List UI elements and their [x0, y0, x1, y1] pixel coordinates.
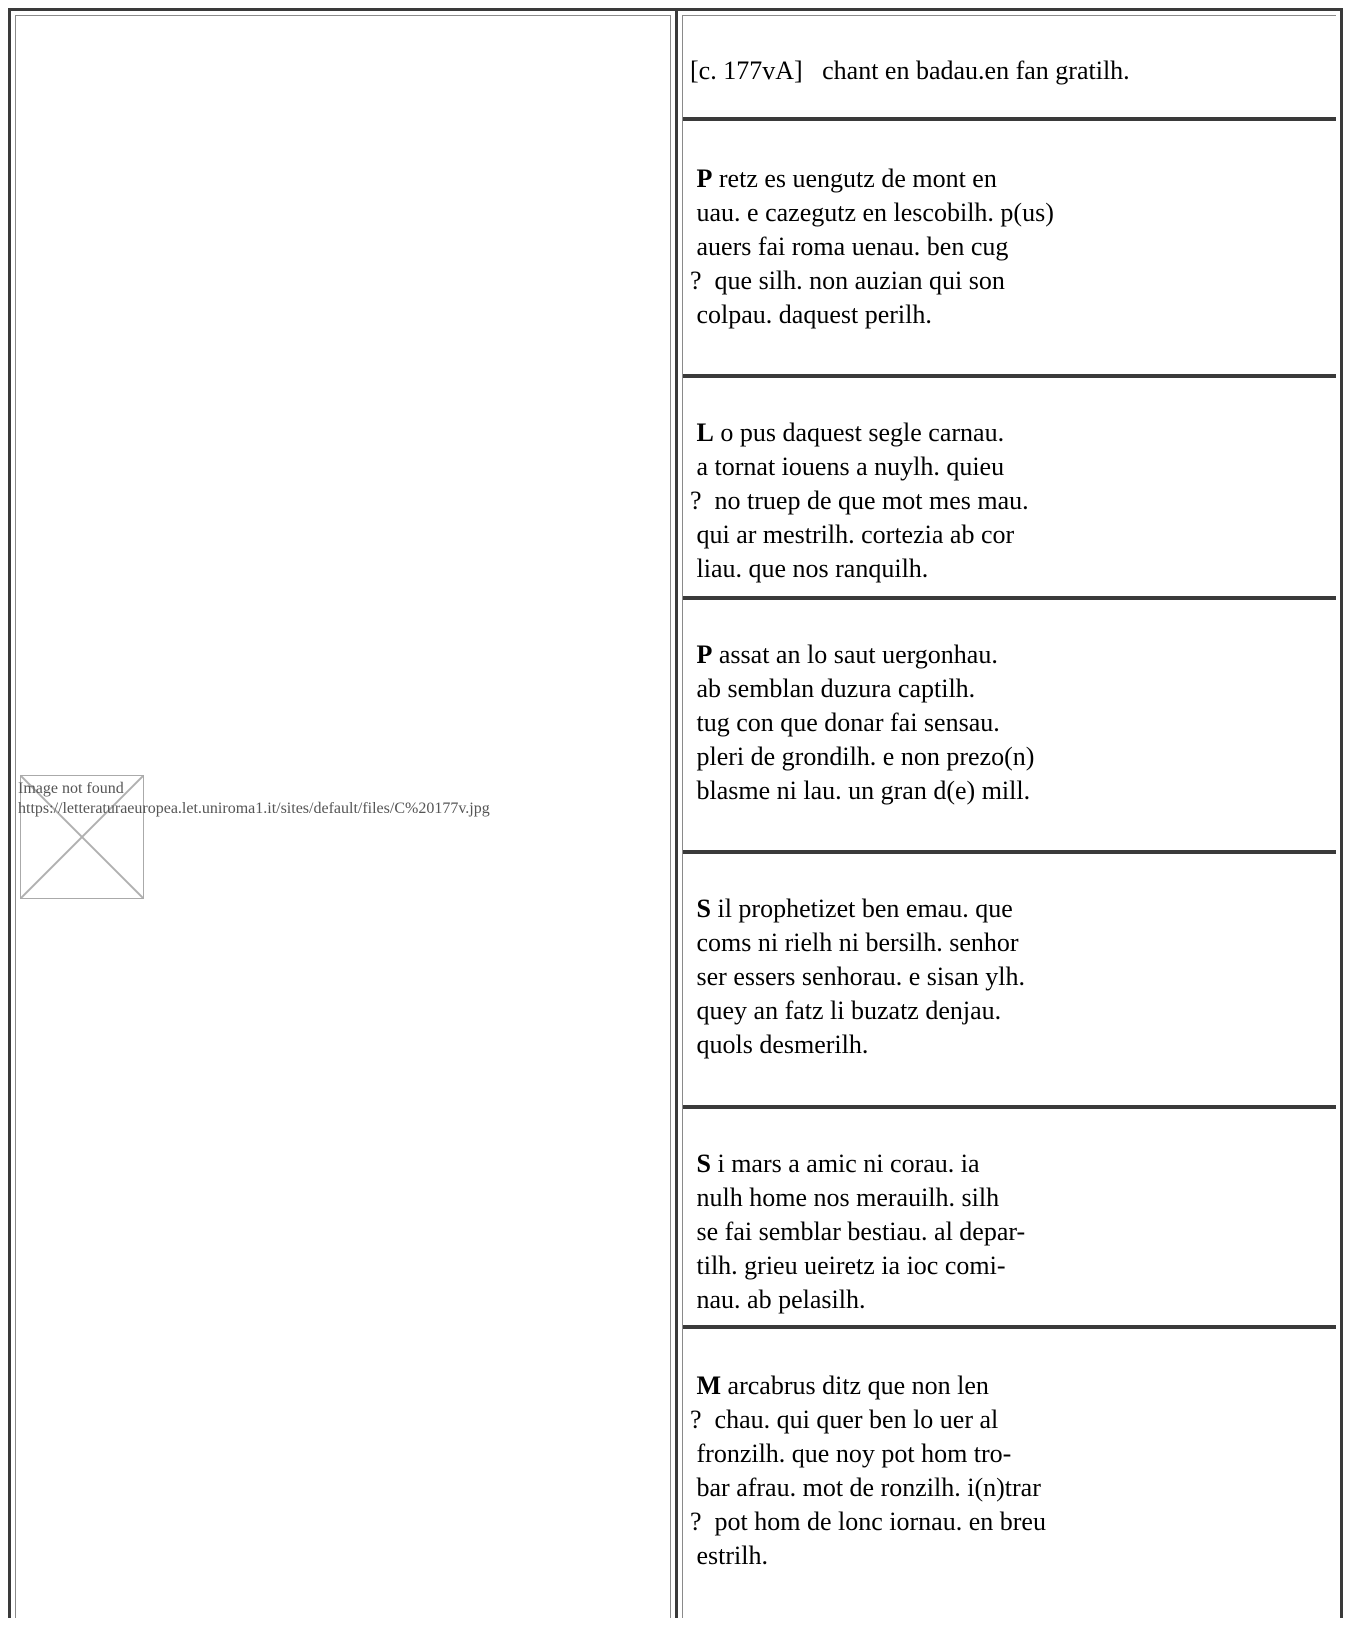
stanza-cell: [683, 1329, 1336, 1639]
stanza-cell: [683, 600, 1336, 854]
stanza-line: qui ar mestrilh. cortezia ab cor: [690, 520, 1015, 549]
stanza-text: [690, 1369, 1046, 1573]
stanza-line: ? chau. qui quer ben lo uer al: [690, 1405, 999, 1434]
stanza-line: estrilh.: [690, 1541, 768, 1570]
image-cell: [15, 15, 671, 1618]
stanza-line: ? no truep de que mot mes mau.: [690, 486, 1029, 515]
stanza-line: tilh. grieu ueiretz ia ioc comi-: [690, 1251, 1006, 1280]
transcription-cells: [682, 15, 1336, 1618]
header-line: [c. 177vA] chant en badau.en fan gratilh.: [690, 56, 1130, 85]
stanza-initial: M: [696, 1371, 722, 1400]
stanza-line: liau. que nos ranquilh.: [690, 554, 929, 583]
stanza-line: P retz es uengutz de mont en: [696, 164, 997, 193]
stanza-line: P assat an lo saut uergonhau.: [696, 640, 998, 669]
stanza-text: [690, 162, 1054, 332]
stanza-line: se fai semblar bestiau. al depar-: [690, 1217, 1026, 1246]
stanza-line: colpau. daquest perilh.: [690, 300, 932, 329]
stanza-line: ab semblan duzura captilh.: [690, 674, 976, 703]
stanza-line: bar afrau. mot de ronzilh. i(n)trar: [690, 1473, 1041, 1502]
image-column: [8, 8, 678, 1618]
stanza-line: coms ni rielh ni bersilh. senhor: [690, 928, 1019, 957]
stanza-line: auers fai roma uenau. ben cug: [690, 232, 1009, 261]
stanza-line: quols desmerilh.: [690, 1030, 869, 1059]
stanza-line: nulh home nos merauilh. silh: [690, 1183, 1000, 1212]
stanza-cell: [683, 122, 1336, 378]
stanza-line: pleri de grondilh. e non prezo(n): [690, 742, 1035, 771]
stanza-cell: [683, 378, 1336, 600]
stanza-initial: S: [696, 894, 711, 923]
stanza-text: [690, 892, 1025, 1062]
stanza-line: uau. e cazegutz en lescobilh. p(us): [690, 198, 1054, 227]
stanza-text: [690, 638, 1034, 808]
stanza-text: [690, 416, 1029, 586]
stanza-text: [690, 1147, 1025, 1317]
stanza-initial: S: [696, 1149, 711, 1178]
stanza-line: a tornat iouens a nuylh. quieu: [690, 452, 1005, 481]
stanza-line: S il prophetizet ben emau. que: [696, 894, 1013, 923]
stanza-line: nau. ab pelasilh.: [690, 1285, 866, 1314]
stanza-line: S i mars a amic ni corau. ia: [696, 1149, 980, 1178]
stanza-line: ? pot hom de lonc iornau. en breu: [690, 1507, 1046, 1536]
stanza-initial: L: [696, 418, 714, 447]
stanza-line: fronzilh. que noy pot hom tro-: [690, 1439, 1012, 1468]
stanza-line: blasme ni lau. un gran d(e) mill.: [690, 776, 1031, 805]
stanza-initial: P: [696, 640, 713, 669]
transcription-column: [678, 8, 1343, 1618]
image-url-text: https://letteraturaeuropea.let.uniroma1.it/sites/default/files/C%20177v.jpg: [18, 800, 490, 817]
stanza-initial: P: [696, 164, 713, 193]
stanza-line: tug con que donar fai sensau.: [690, 708, 1000, 737]
stanza-line: ? que silh. non auzian qui son: [690, 266, 1005, 295]
stanza-line: quey an fatz li buzatz denjau.: [690, 996, 1002, 1025]
image-alt-text: Image not found: [18, 780, 124, 797]
stanza-line: M arcabrus ditz que non len: [696, 1371, 989, 1400]
stanza-line: L o pus daquest segle carnau.: [696, 418, 1005, 447]
header-cell: [683, 16, 1336, 121]
stanza-cell: [683, 1109, 1336, 1329]
stanza-line: ser essers senhorau. e sisan ylh.: [690, 962, 1026, 991]
broken-image-alt: [18, 779, 490, 819]
stanza-cell: [683, 854, 1336, 1109]
